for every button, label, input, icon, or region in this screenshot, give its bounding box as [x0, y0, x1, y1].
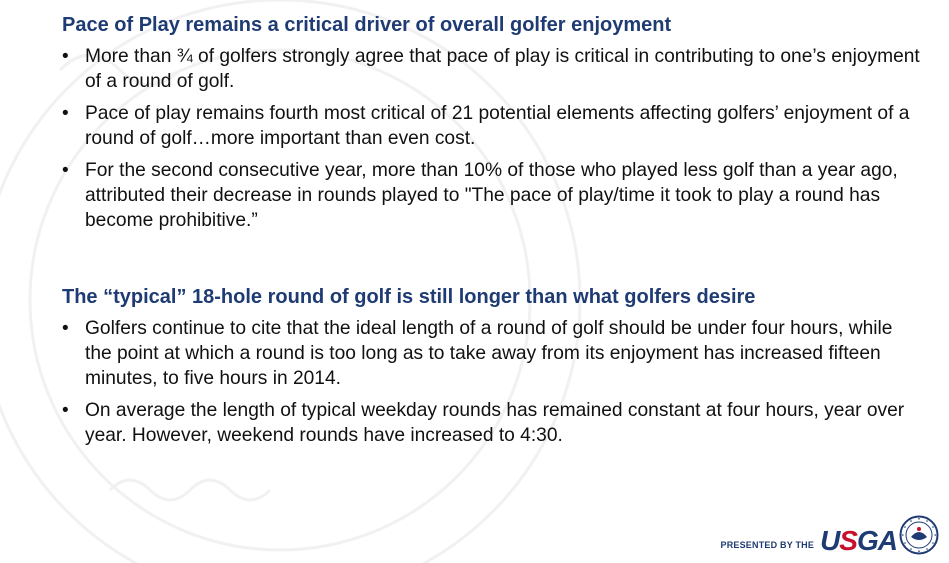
- bullet-icon: •: [62, 400, 69, 421]
- bullet-icon: •: [62, 46, 69, 67]
- usga-logo-letter: A: [877, 525, 897, 556]
- bullet-list: [62, 44, 922, 233]
- usga-logo-letter: G: [856, 525, 878, 556]
- usga-logo-letter: U: [820, 525, 840, 556]
- bullet-text: More than ¾ of golfers strongly agree that pace of play is critical in contributing to one’s enjoyment of a round of golf.: [85, 46, 920, 92]
- bullet-list: [62, 316, 922, 448]
- presented-by-label: PRESENTED BY THE: [720, 540, 815, 550]
- usga-logo-letter: S: [839, 525, 857, 556]
- section-heading: Pace of Play remains a critical driver of overall golfer enjoyment: [62, 14, 672, 36]
- section-typical-round: [62, 284, 922, 455]
- list-item: [62, 44, 922, 94]
- section-pace-of-play: [62, 12, 922, 240]
- bullet-text: On average the length of typical weekday rounds has remained constant at four hours, year over year. However, weekend rounds have increased to 4:30.: [85, 400, 905, 446]
- usga-logo: [820, 527, 897, 555]
- bullet-text: Golfers continue to cite that the ideal length of a round of golf should be under four hours, while the point at which a round is too long as to take away from its enjoyment has increased fifteen minutes, to five hours in 2014.: [85, 318, 893, 389]
- bullet-icon: •: [62, 103, 69, 124]
- footer-branding: [721, 513, 940, 555]
- list-item: [62, 101, 922, 151]
- list-item: [62, 158, 922, 233]
- list-item: [62, 316, 922, 391]
- bullet-icon: •: [62, 160, 69, 181]
- section-heading: The “typical” 18-hole round of golf is still longer than what golfers desire: [62, 286, 756, 308]
- bullet-text: For the second consecutive year, more than 10% of those who played less golf than a year ago, attributed their decrease in rounds played to "The pace of play/time it took to play a round has become prohibitive.”: [85, 160, 898, 231]
- usga-seal-icon: [899, 515, 939, 555]
- list-item: [62, 398, 922, 448]
- bullet-icon: •: [62, 318, 69, 339]
- bullet-text: Pace of play remains fourth most critical of 21 potential elements affecting golfers’ enjoyment of a round of golf…more important than even cost.: [85, 103, 910, 149]
